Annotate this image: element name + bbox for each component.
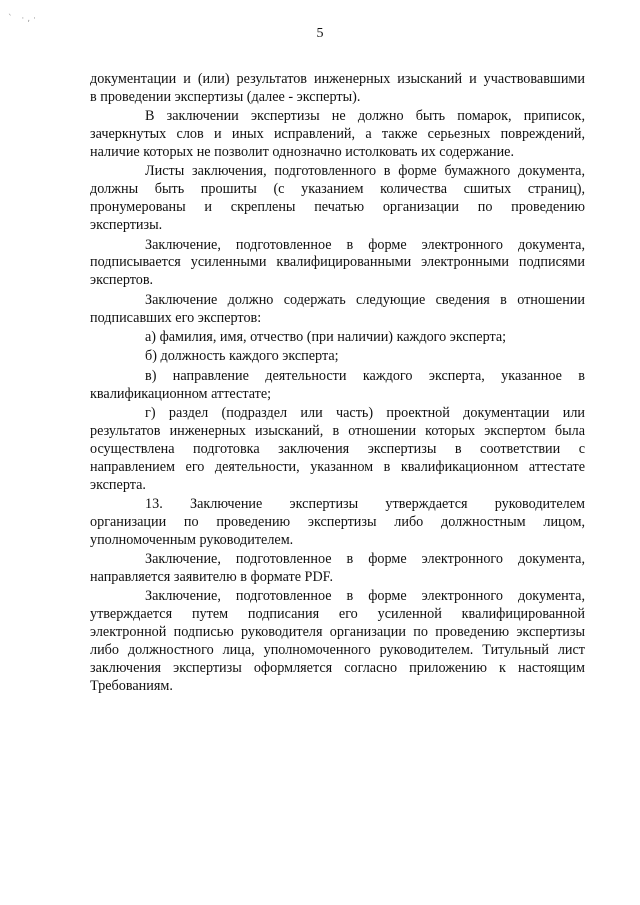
text-line: В заключении экспертизы не должно быть помарок, приписок,: [145, 108, 585, 125]
text-line: подписывается усиленными квалифицированными электронными подписями: [90, 254, 585, 271]
scan-artifact-marks: ` ·,·: [8, 14, 39, 24]
paragraph: [90, 163, 585, 235]
paragraph: [90, 237, 585, 291]
text-line: г) раздел (подраздел или часть) проектной документации или: [145, 405, 585, 422]
paragraph: [90, 108, 585, 162]
text-line: в проведении экспертизы (далее - эксперты).: [90, 88, 361, 105]
text-line: Листы заключения, подготовленного в форме бумажного документа,: [145, 163, 585, 180]
text-line: зачеркнутых слов и иных исправлений, а также серьезных повреждений,: [90, 126, 585, 143]
text-line: Заключение, подготовленное в форме электронного документа,: [145, 588, 585, 605]
paragraph: [90, 292, 585, 328]
text-line: Заключение, подготовленное в форме электронного документа,: [145, 551, 585, 568]
text-line: квалификационном аттестате;: [90, 385, 272, 402]
paragraph: [90, 329, 585, 347]
text-line: эксперта.: [90, 476, 146, 493]
text-line: Требованиям.: [90, 677, 173, 694]
text-line: направляется заявителю в формате PDF.: [90, 569, 333, 586]
text-line: б) должность каждого эксперта;: [145, 348, 339, 365]
text-line: а) фамилия, имя, отчество (при наличии) каждого эксперта;: [145, 328, 507, 345]
paragraph: [90, 588, 585, 695]
text-line: Заключение должно содержать следующие сведения в отношении: [145, 291, 585, 308]
text-line: электронной подписью руководителя организации по проведению экспертизы: [90, 624, 585, 641]
text-line: организации по проведению экспертизы либо должностным лицом,: [90, 513, 585, 530]
document-body: [90, 71, 585, 696]
paragraph: [90, 551, 585, 587]
paragraph: [90, 405, 585, 494]
text-line: либо должностного лица, уполномоченного руководителем. Титульный лист: [90, 642, 585, 659]
page-number: 5: [316, 26, 324, 41]
text-line: 13. Заключение экспертизы утверждается руководителем: [145, 495, 585, 512]
text-line: экспертов.: [90, 272, 154, 289]
paragraph: [90, 368, 585, 404]
paragraph: [90, 496, 585, 550]
text-line: документации и (или) результатов инженерных изысканий и участвовавшими: [90, 71, 585, 87]
text-line: заключения экспертизы оформляется согласно приложению к настоящим: [90, 660, 585, 676]
text-line: пронумерованы и скреплены печатью организации по проведению: [90, 199, 585, 216]
paragraph: [90, 71, 585, 107]
paragraph: [90, 348, 585, 366]
text-line: наличие которых не позволит однозначно истолковать их содержание.: [90, 144, 515, 161]
text-line: подписавших его экспертов:: [90, 309, 262, 326]
text-line: уполномоченным руководителем.: [90, 531, 294, 548]
text-line: утверждается путем подписания его усиленной квалифицированной: [90, 606, 585, 623]
text-line: экспертизы.: [90, 217, 163, 234]
text-line: должны быть прошиты (с указанием количества сшитых страниц),: [90, 181, 585, 198]
text-line: результатов инженерных изысканий, в отношении которых экспертом была: [90, 422, 585, 439]
text-line: Заключение, подготовленное в форме электронного документа,: [145, 236, 585, 253]
text-line: осуществлена подготовка заключения экспертизы в соответствии с: [90, 440, 585, 457]
text-line: направлением его деятельности, указанном в квалификационном аттестате: [90, 458, 585, 475]
text-line: в) направление деятельности каждого эксперта, указанное в: [145, 367, 585, 384]
